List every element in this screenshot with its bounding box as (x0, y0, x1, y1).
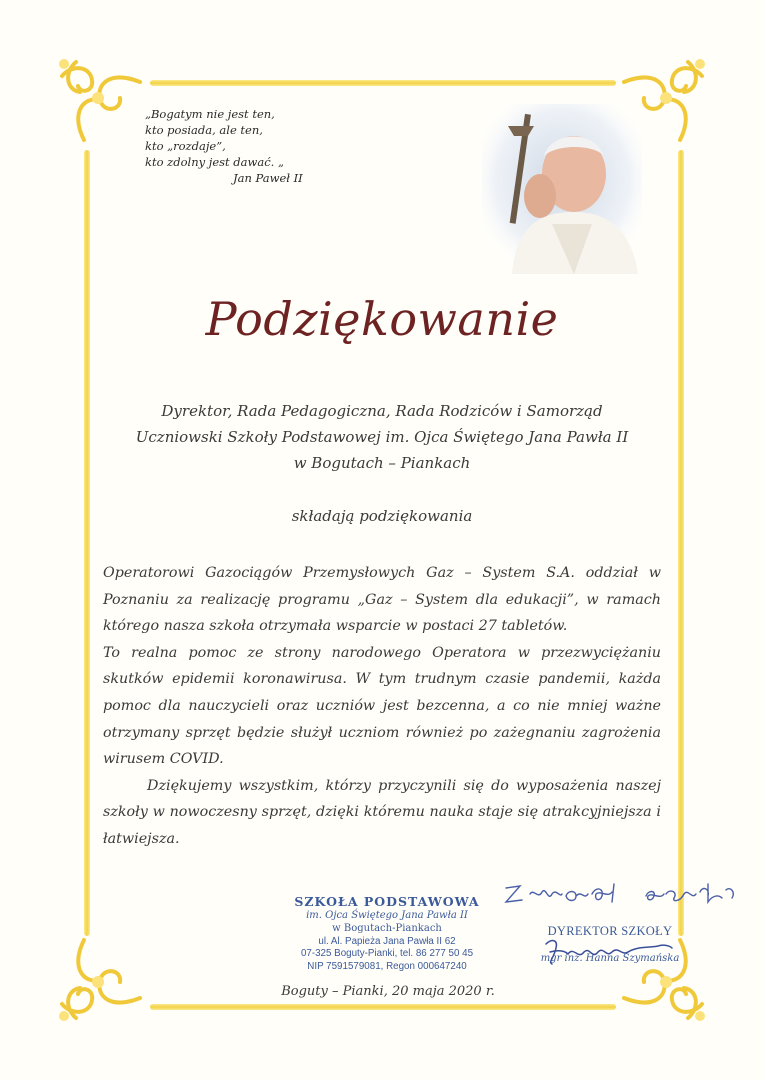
quote-line: kto posiada, ale ten, (145, 123, 263, 137)
stamp-town: w Bogutach-Piankach (332, 922, 442, 934)
place-date: Boguty – Pianki, 20 maja 2020 r. (281, 984, 495, 999)
stamp-ids: NIP 7591579081, Regon 000647240 (307, 961, 467, 973)
body-paragraph: To realna pomoc ze strony narodowego Operatora w przezwyciężaniu skutków epidemii koronawirusa. W tym trudnym czasie pandemii, każda pomoc dla nauczycieli oraz uczniów jest bezcenna, a co nie mniej ważne otrzymany sprzęt będzie służył uczniom również po zażegnaniu zagrożenia wirusem COVID. (103, 644, 661, 768)
portrait-photo (482, 104, 642, 274)
submitted-line: składają podziękowania (291, 507, 473, 525)
quote-block (145, 106, 345, 186)
letter-body (103, 560, 661, 853)
director-signature (538, 934, 678, 968)
stamp-postal: 07-325 Boguty-Pianki, tel. 86 277 50 45 (300, 948, 474, 960)
stamp-school-name: SZKOŁA PODSTAWOWA (294, 894, 480, 909)
frame-top (150, 80, 616, 86)
handwritten-note (496, 872, 744, 912)
body-paragraph: Operatorowi Gazociągów Przemysłowych Gaz – System S.A. oddział w Poznaniu za realizację programu „Gaz – System dla edukacji”, w ramach którego nasza szkoła otrzymała wsparcie w postaci 27 tabletów. (103, 565, 661, 635)
quote-line: kto „rozdaje”, (145, 139, 226, 153)
quote-line: „Bogatym nie jest ten, (145, 107, 275, 121)
intro-line: Uczniowski Szkoły Podstawowej im. Ojca Świętego Jana Pawła II (135, 428, 629, 446)
intro-line: Dyrektor, Rada Pedagogiczna, Rada Rodziców i Samorząd (161, 402, 603, 420)
director-name: mgr inż. Hanna Szymańska (540, 953, 680, 964)
intro-text (100, 398, 664, 476)
frame-bottom (150, 1004, 616, 1010)
school-stamp (262, 894, 512, 974)
intro-line: w Bogutach – Piankach (293, 454, 471, 472)
corner-ornament-bottom-left (40, 930, 150, 1040)
corner-ornament-top-left (40, 40, 150, 150)
director-title: DYREKTOR SZKOŁY (547, 924, 673, 938)
page-title: Podziękowanie (205, 292, 559, 346)
quote-author: Jan Paweł II (233, 171, 303, 185)
quote-line: kto zdolny jest dawać. „ (145, 155, 284, 169)
body-paragraph: Dziękujemy wszystkim, którzy przyczynili się do wyposażenia naszej szkoły w nowoczesny sprzęt, dzięki któremu nauka staje się atrakcyjniejsza i łatwiejsza. (103, 777, 661, 847)
stamp-street: ul. Al. Papieża Jana Pawła II 62 (318, 935, 456, 947)
frame-left (84, 150, 90, 936)
stamp-patron: im. Ojca Świętego Jana Pawła II (306, 910, 468, 921)
frame-right (678, 150, 684, 936)
